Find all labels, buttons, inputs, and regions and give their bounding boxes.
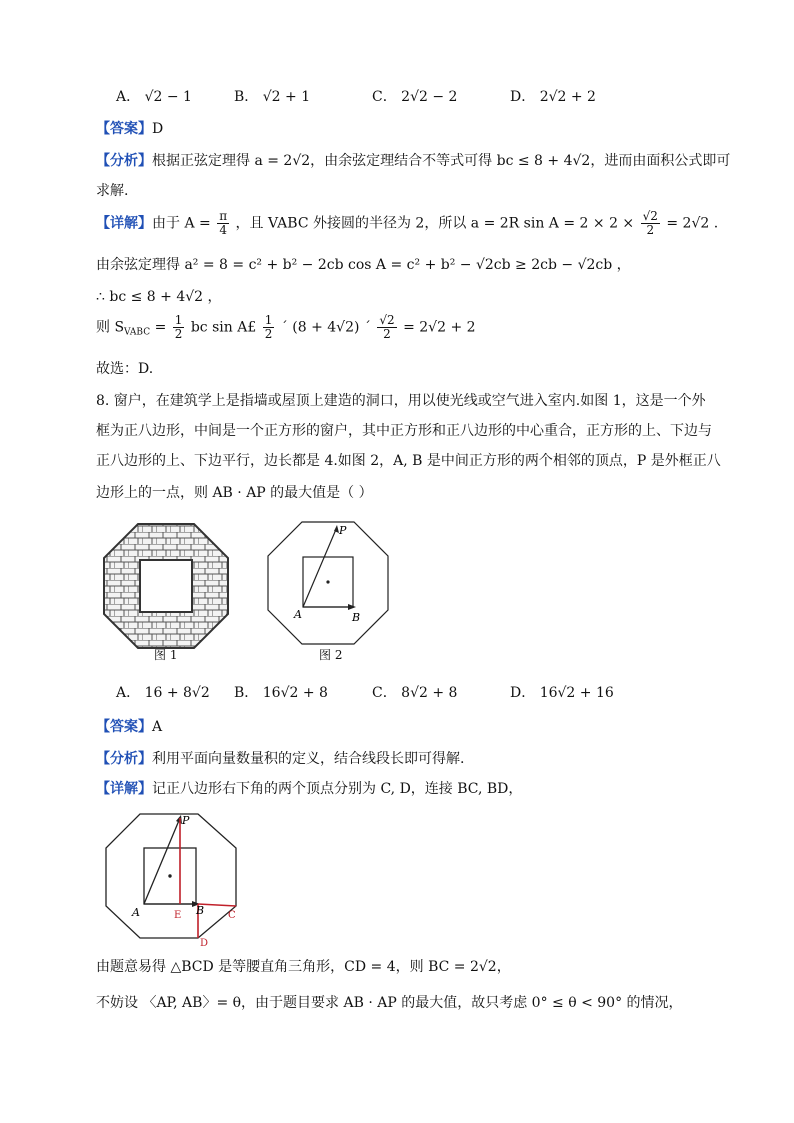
figure-3-solution-diagram [104,810,244,950]
q8-stem-line4: 边形上的一点，则 AB · AP 的最大值是（ ） [96,485,373,501]
q7-detail-line3: ∴ bc ≤ 8 + 4√2 ， [96,289,222,305]
q7-choice: 故选：D. [96,361,154,377]
figure-1-window [100,520,232,660]
figure-1-caption: 图 1 [154,648,178,662]
figure-2-caption: 图 2 [319,648,343,662]
point-p-label: P [339,524,347,537]
point-b-label: B [352,611,361,624]
fraction: $\frac{√2}{2}$ [379,313,395,341]
q7-detail-line4: 则 $S_{VABC}$ = $\frac{1}{2}$ bc sin A£ $\frac{1}{2}$ ´ (8 + 4√2) ´ $\frac{√2}{2}$ = 2√2 + 2 [96,313,476,341]
figure-2-diagram [266,520,390,650]
fraction: $\frac{\pi}{4}$ [219,209,228,237]
q8-option-a: A． 16 + 8√2 [116,685,210,701]
q8-stem-line1: 8. 窗户，在建筑学上是指墙或屋顶上建造的洞口，用以使光线或空气进入室内.如图 1，这是一个外 [96,393,706,409]
q7-answer: 【答案】D [96,121,164,137]
q8-option-c: C． 8√2 + 8 [372,685,458,701]
q7-analysis-cont: 求解. [96,183,129,199]
q8-detail-line2: 由题意易得 △BCD 是等腰直角三角形，CD = 4，则 BC = 2√2， [96,959,511,975]
fraction: $\frac{√2}{2}$ [642,209,658,237]
q8-answer: 【答案】A [96,719,163,735]
q8-option-d: D． 16√2 + 16 [510,685,614,701]
q7-detail-line1: 【详解】由于 A = $\frac{\pi}{4}$ ，且 VABC 外接圆的半径为 2，所以 a = 2R sin A = 2 × 2 × $\frac{√2}{2}$ = 2√2 . [96,209,719,237]
point-b-label: B [196,904,205,917]
point-p-label: P [182,814,190,827]
q8-stem-line2: 框为正八边形，中间是一个正方形的窗户，其中正方形和正八边形的中心重合，正方形的上、下边与 [96,423,712,439]
fraction: $\frac{1}{2}$ [264,313,273,341]
point-a-label: A [294,608,302,621]
point-c-label: C [228,910,236,921]
fraction: $\frac{1}{2}$ [174,313,183,341]
point-e-label: E [174,910,182,921]
q7-option-b: B． √2 + 1 [234,89,311,105]
point-a-label: A [132,906,140,919]
q7-detail-line2: 由余弦定理得 a² = 8 = c² + b² − 2cb cos A = c² + b² − √2cb ≥ 2cb − √2cb ， [96,257,631,273]
q7-option-d: D． 2√2 + 2 [510,89,596,105]
point-d-label: D [200,938,209,949]
q7-option-a: A． √2 − 1 [116,89,192,105]
q8-stem-line3: 正八边形的上、下边平行，边长都是 4.如图 2，A, B 是中间正方形的两个相邻的顶点，P 是外框正八 [96,453,721,469]
q7-option-c: C． 2√2 − 2 [372,89,458,105]
q8-detail-line3: 不妨设 〈AP, AB〉= θ，由于题目要求 AB · AP 的最大值，故只考虑 0° ≤ θ < 90° 的情况， [96,995,683,1011]
q8-option-b: B． 16√2 + 8 [234,685,328,701]
q8-analysis: 【分析】利用平面向量数量积的定义，结合线段长即可得解. [96,751,465,767]
q8-detail-line1: 【详解】记正八边形右下角的两个顶点分别为 C, D，连接 BC, BD， [96,781,523,797]
q7-analysis: 【分析】根据正弦定理得 a = 2√2，由余弦定理结合不等式可得 bc ≤ 8 + 4√2，进而由面积公式即可 [96,153,731,169]
